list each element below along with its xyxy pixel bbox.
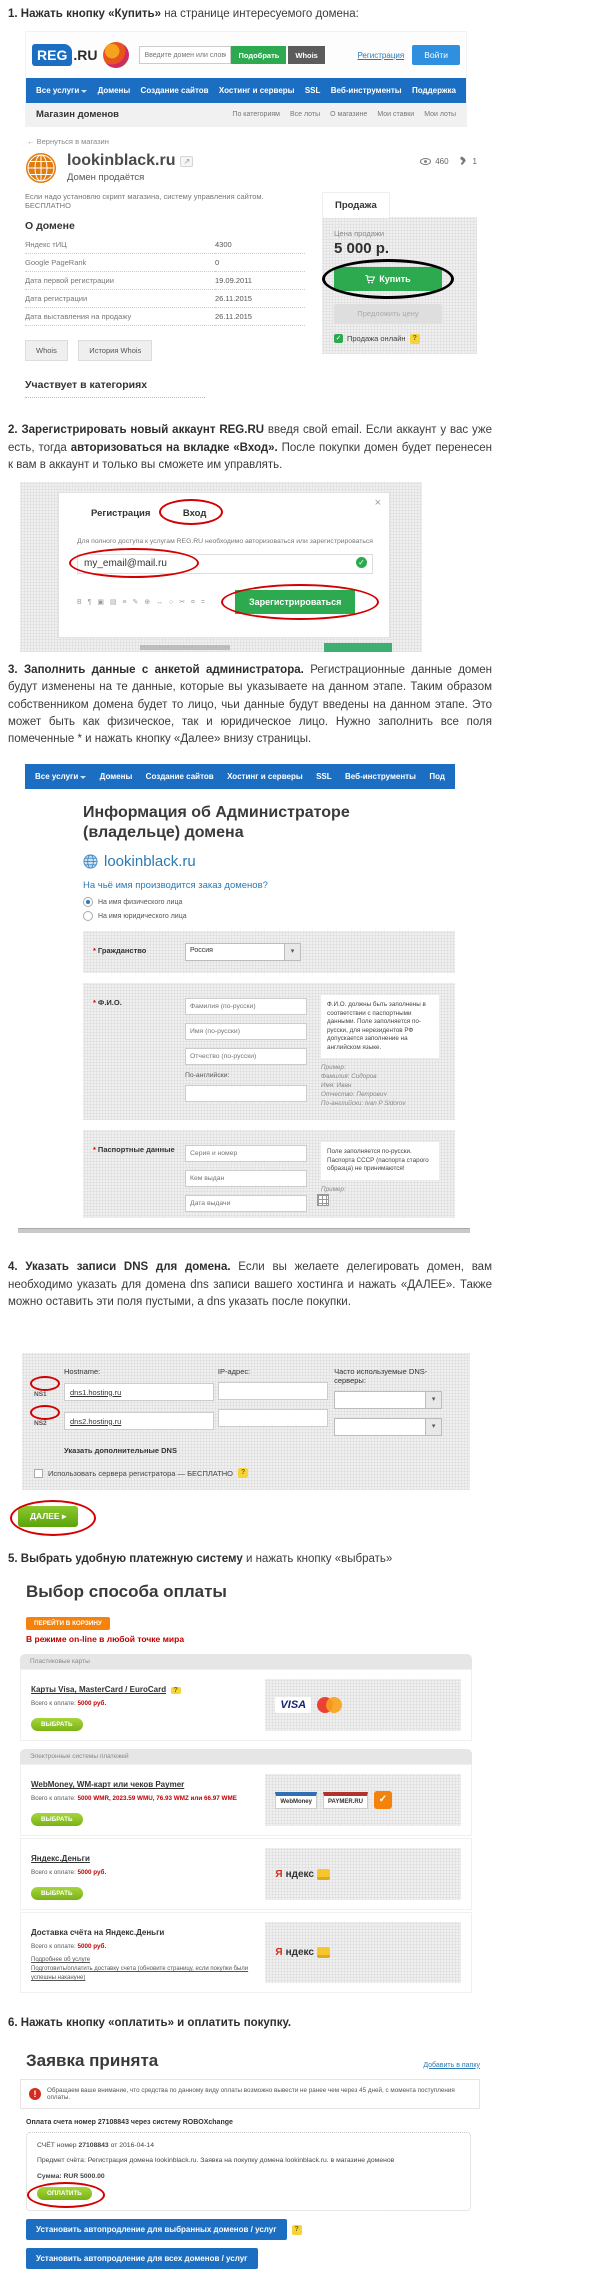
required-mark: * bbox=[93, 946, 96, 956]
add-dns-link[interactable]: Указать дополнительные DNS bbox=[64, 1446, 177, 1456]
step-1-rest: на странице интересуемого домена: bbox=[161, 8, 359, 20]
admin-form-title: Информация об Администраторе (владельце) домена bbox=[83, 804, 350, 842]
caret-down-icon bbox=[81, 90, 87, 93]
yandex-logo: Я ндекс bbox=[275, 1869, 330, 1880]
shop-links bbox=[232, 111, 456, 118]
fio-label: Ф.И.О. bbox=[97, 998, 122, 1008]
shop-link-all-lots[interactable]: Все лоты bbox=[289, 111, 321, 119]
background-button-fragment bbox=[324, 643, 392, 652]
ns2-hostname-input[interactable] bbox=[64, 1412, 214, 1430]
choose-webmoney-button[interactable]: ВЫБРАТЬ bbox=[31, 1813, 83, 1826]
nav-item-ssl[interactable]: SSL bbox=[316, 772, 332, 782]
payment-amount: 5000 руб. bbox=[77, 1943, 107, 1951]
domain-title-block bbox=[67, 152, 193, 183]
citizenship-formbox bbox=[83, 931, 455, 973]
payment-cards-link[interactable]: Карты Visa, MasterCard / EuroCard bbox=[31, 1685, 167, 1695]
domain-page-screenshot bbox=[25, 131, 477, 402]
shop-link-about[interactable]: О магазине bbox=[330, 111, 368, 119]
yandex-wallet-icon bbox=[317, 1947, 330, 1958]
nav-item-site-creation[interactable]: Создание сайтов bbox=[145, 772, 214, 782]
passport-example: Пример: bbox=[321, 1185, 346, 1193]
ns2-ip-input[interactable] bbox=[218, 1409, 328, 1427]
pay-button[interactable]: ОПЛАТИТЬ bbox=[37, 2187, 92, 2200]
common-dns-column-label: Часто используемые DNS-серверы: bbox=[334, 1367, 428, 1386]
payment-option-cards: Карты Visa, MasterCard / EuroCard ? Всего к оплате: 5000 руб. ВЫБРАТЬ VISA bbox=[20, 1669, 472, 1741]
paymer-logo: PAYMER.RU bbox=[323, 1792, 368, 1809]
help-question-icon[interactable]: ? bbox=[171, 1687, 181, 1694]
yandex-wallet-icon bbox=[317, 1869, 330, 1880]
ns1-ip-input[interactable] bbox=[218, 1382, 328, 1400]
sale-price: 5 000 р. bbox=[334, 240, 390, 258]
citizenship-select[interactable] bbox=[185, 943, 301, 961]
nav-item-hosting[interactable]: Хостинг и серверы bbox=[227, 772, 303, 782]
payment-yandex-link[interactable]: Яндекс.Деньги bbox=[31, 1854, 90, 1864]
choose-cards-button[interactable]: ВЫБРАТЬ bbox=[31, 1718, 83, 1731]
shop-subnav bbox=[26, 103, 466, 126]
header-account-area bbox=[357, 45, 460, 65]
auction-hammer-icon bbox=[459, 156, 469, 166]
passport-label: Паспортные данные bbox=[97, 1145, 175, 1155]
nav-item-domains[interactable]: Домены bbox=[97, 86, 131, 96]
passport-series-field[interactable] bbox=[185, 1145, 307, 1162]
payment-bill-delivery-label: Доставка счёта на Яндекс.Деньги bbox=[31, 1928, 165, 1938]
domain-header bbox=[25, 152, 477, 184]
search-submit-button[interactable]: Подобрать bbox=[231, 46, 286, 64]
email-input[interactable] bbox=[77, 554, 373, 574]
views-count: 460 bbox=[435, 156, 449, 166]
regru-logo[interactable] bbox=[32, 44, 97, 66]
shop-link-categories[interactable]: По категориям bbox=[232, 111, 280, 119]
english-label: По-английски: bbox=[185, 1072, 230, 1080]
admin-info-section bbox=[83, 803, 455, 1218]
step-6-text: 6. Нажать кнопку «оплатить» и оплатить покупку. bbox=[8, 2017, 292, 2030]
register-submit-button[interactable]: Зарегистрироваться bbox=[235, 590, 355, 614]
nav-item-ssl[interactable]: SSL bbox=[304, 86, 321, 96]
passport-formbox: * Паспортные данные Серия и номер Кем выдан Дата выдачи Поле заполняется по-русски. Паспорта СССР (паспорта старого образца) не принимаются! Пример: bbox=[83, 1130, 455, 1218]
nav-item-support-cut[interactable]: Под bbox=[429, 772, 445, 782]
step-5-bold: 5. Выбрать удобную платежную систему bbox=[8, 1553, 243, 1566]
firstname-field[interactable] bbox=[185, 1023, 307, 1040]
invoice-amount: RUR 5000.00 bbox=[63, 2172, 105, 2180]
bill-more-info-link[interactable]: Подробнее об услуге bbox=[31, 1957, 91, 1964]
dialog-info-text: Для полного доступа к услугам REG.RU необходимо авторизоваться или зарегистрироваться bbox=[77, 538, 373, 545]
ns1-tag: NS1 bbox=[34, 1391, 47, 1399]
tab-registration[interactable]: Регистрация bbox=[77, 503, 164, 526]
payment-selection bbox=[20, 1582, 472, 1993]
background-fragment bbox=[140, 645, 230, 650]
step-5-text: 5. Выбрать удобную платежную систему и нажать кнопку «выбрать» bbox=[8, 1553, 393, 1566]
payment-group-cards: Пластиковые карты bbox=[20, 1654, 472, 1669]
invoice-box: СЧЁТ номер 27108843 от 2016-04-14 Предмет счёта: Регистрация домена lookinblack.ru. Заявка на покупку домена lookinblack.ru. в магазине доменов Сумма: RUR 5000.00 ОПЛАТИТЬ bbox=[26, 2132, 471, 2212]
surname-field[interactable] bbox=[185, 998, 307, 1015]
choose-yandex-button[interactable]: ВЫБРАТЬ bbox=[31, 1887, 83, 1900]
table-row: Дата первой регистрации 19.09.2011 bbox=[25, 272, 305, 290]
domain-details bbox=[25, 192, 305, 402]
editor-toolbar-icons: B ¶ ▣ ▤ ≡ ✎ ⊕ ↔ ○ ✂ ¤ = bbox=[77, 598, 207, 606]
payment-amount: 5000 руб. bbox=[77, 1869, 107, 1877]
fio-example: Пример: Фамилия: Сидоров Имя: Иван Отчество: Петрович По-английски: Ivan P Sidorov bbox=[321, 1064, 406, 1107]
regru-logo-ru: .RU bbox=[73, 47, 98, 64]
anniversary-badge-icon bbox=[103, 42, 129, 68]
domain-globe-icon bbox=[25, 152, 57, 184]
shop-link-my-lots[interactable]: Мои лоты bbox=[424, 111, 456, 119]
step-1-bold: 1. Нажать кнопку «Купить» bbox=[8, 8, 162, 20]
use-registrar-dns-checkbox[interactable] bbox=[34, 1469, 43, 1478]
payment-webmoney-link[interactable]: WebMoney, WM-карт или чеков Paymer bbox=[31, 1780, 185, 1790]
step-2-bold-1: 2. Зарегистрировать новый аккаунт REG.RU bbox=[8, 424, 265, 437]
passport-issued-field[interactable] bbox=[185, 1170, 307, 1187]
webmoney-logo: WebMoney bbox=[275, 1792, 317, 1809]
passport-help-note: Поле заполняется по-русски. Паспорта СССР (паспорта старого образца) не принимаются! bbox=[321, 1142, 439, 1180]
payment-title: Выбор способа оплаты bbox=[26, 1582, 227, 1602]
shop-title: Магазин доменов bbox=[36, 109, 120, 121]
annotation-ellipse-ns1 bbox=[30, 1376, 60, 1391]
invoice-number: 27108843 bbox=[78, 2141, 109, 2149]
nav-item-web-tools[interactable]: Веб-инструменты bbox=[330, 86, 402, 96]
help-question-icon[interactable]: ? bbox=[410, 334, 420, 344]
table-row: Дата регистрации 26.11.2015 bbox=[25, 290, 305, 308]
verified-badge-icon: ✓ bbox=[374, 1791, 392, 1809]
regru-header-screenshot bbox=[25, 31, 467, 127]
register-link[interactable]: Регистрация bbox=[357, 50, 405, 60]
whois-button[interactable]: Whois bbox=[25, 340, 68, 361]
payment-amount: 5000 руб. bbox=[77, 1700, 107, 1708]
citizenship-value: Россия bbox=[185, 943, 285, 961]
back-arrow-icon: ← bbox=[27, 137, 35, 147]
step-3-text: 3. Заполнить данные с анкетой администратора. Регистрационные данные домен будут изменены на те данные, которые вы указываете на данном этапе. Таким образом собственником домена будет то лицо, чьи данные будут введены на данном этапе. Это может быть как физическое, так и юридическое лицо. Нужно заполнить все поля помеченные * и нажать кнопку «Далее» внизу страницы. bbox=[8, 664, 492, 745]
registration-dialog-screenshot bbox=[20, 482, 422, 652]
online-payment-note: В режиме on-line в любой точке мира bbox=[26, 1634, 185, 1645]
table-row: Дата выставления на продажу 26.11.2015 bbox=[25, 308, 305, 326]
passport-date-field[interactable] bbox=[185, 1195, 307, 1212]
categories-title: Участвует в категориях bbox=[25, 379, 205, 398]
radio-individual-row: На имя физического лица bbox=[83, 897, 455, 907]
robox-payment-line: Оплата счета номер 27108843 через систему ROBOXchange bbox=[26, 2118, 233, 2126]
login-button[interactable]: Войти bbox=[412, 45, 460, 65]
order-name-question: На чьё имя производится заказ доменов? bbox=[83, 880, 268, 892]
globe-blue-icon bbox=[83, 854, 98, 869]
english-name-field[interactable] bbox=[185, 1085, 307, 1102]
autorenew-all-button[interactable]: Установить автопродление для всех доменов / услуг bbox=[26, 2248, 258, 2269]
table-row: Google PageRank 0 bbox=[25, 254, 305, 272]
bill-prepare-link[interactable]: Подготовить/оплатить доставку счета (обновите страницу, если покупки были успешны накануне) bbox=[31, 1966, 249, 1982]
radio-legal-entity[interactable] bbox=[83, 911, 93, 921]
domain-name: lookinblack.ru bbox=[67, 152, 176, 170]
domain-info-table bbox=[25, 236, 305, 326]
nav-item-all-services[interactable]: Все услуги bbox=[36, 86, 87, 95]
table-row: Яндекс тИЦ 4300 bbox=[25, 236, 305, 254]
yandex-logo: Я ндекс bbox=[275, 1947, 330, 1958]
fio-formbox: * Ф.И.О. Фамилия (по-русски) Имя (по-русски) Отчество (по-русски) По-английски: Ф.И.О. должны быть заполнены в соответствии с паспортными данными. Поле заполняется по-русски, для нерезидентов РФ допускается заполнение на английском языке. Пример: Фамилия: Сидоров Имя: Иван Отчество: Петрович По-английски: Ivan P Sidorov bbox=[83, 983, 455, 1120]
step-2-text: 2. Зарегистрировать новый аккаунт REG.RU введя свой email. Если аккаунт у вас уже есть, тогда авторизоваться на вкладке «Вход». После покупки домен будет перенесен к вам в аккаунт и только вы сможете им управлять. bbox=[8, 424, 492, 471]
whois-history-button[interactable]: История Whois bbox=[78, 340, 152, 361]
back-to-shop-link[interactable]: ← Вернуться в магазин bbox=[27, 137, 109, 147]
patronymic-field[interactable] bbox=[185, 1048, 307, 1065]
help-question-icon[interactable]: ? bbox=[292, 2225, 302, 2235]
ns2-common-select[interactable] bbox=[334, 1418, 458, 1436]
payment-option-webmoney: WebMoney, WM-карт или чеков Paymer Всего к оплате: 5000 WMR, 2023.59 WMU, 76.93 WMZ или 66.97 WME ВЫБРАТЬ WebMoney PAYMER.RU ✓ bbox=[20, 1764, 472, 1836]
invoice-section bbox=[20, 2041, 480, 2269]
autorenew-selected-button[interactable]: Установить автопродление для выбранных доменов / услуг bbox=[26, 2219, 287, 2240]
external-link-icon[interactable]: ↗ bbox=[180, 156, 193, 167]
citizenship-label: Гражданство bbox=[97, 946, 147, 956]
regru-logo-reg: REG bbox=[32, 44, 72, 66]
views-eye-icon bbox=[420, 158, 431, 165]
shop-link-my-bids[interactable]: Мои ставки bbox=[377, 111, 415, 119]
step-4-bold: 4. Указать записи DNS для домена. bbox=[8, 1261, 231, 1274]
withdrawal-warning: ! Обращаем ваше внимание, что средства по данному виду оплаты возможно вывести не ранее чем через 45 дней, с момента поступления оплаты. bbox=[20, 2079, 480, 2109]
add-to-folder-link[interactable]: Добавить в папку bbox=[423, 2061, 480, 2069]
ns1-hostname-input[interactable] bbox=[64, 1383, 214, 1401]
caret-down-icon[interactable]: ▾ bbox=[285, 943, 301, 961]
go-to-cart-button[interactable]: ПЕРЕЙТИ В КОРЗИНУ bbox=[26, 1617, 110, 1630]
domain-search-input[interactable] bbox=[139, 46, 231, 64]
step-2-bold-2: авторизоваться на вкладке «Вход». bbox=[70, 441, 278, 454]
domain-stats bbox=[420, 152, 477, 166]
nav-item-hosting[interactable]: Хостинг и серверы bbox=[218, 86, 295, 96]
caret-down-icon[interactable]: ▾ bbox=[426, 1391, 442, 1409]
tab-login[interactable]: Вход bbox=[182, 508, 207, 519]
price-label: Цена продажи bbox=[334, 229, 385, 239]
nav-item-all-services[interactable]: Все услуги bbox=[35, 772, 86, 781]
domain-status: Домен продаётся bbox=[67, 172, 145, 184]
payment-option-yandex: Яндекс.Деньги Всего к оплате: 5000 руб. ВЫБРАТЬ Я ндекс bbox=[20, 1838, 472, 1910]
nav-item-support[interactable]: Поддержка bbox=[411, 86, 456, 96]
regru-header-bar bbox=[26, 32, 466, 78]
caret-down-icon[interactable]: ▾ bbox=[426, 1418, 442, 1436]
main-nav bbox=[26, 78, 466, 103]
caret-down-icon bbox=[80, 776, 86, 779]
fio-help-note: Ф.И.О. должны быть заполнены в соответствии с паспортными данными. Поле заполняется по-русски, для нерезидентов РФ допускается заполнение на английском языке. bbox=[321, 995, 439, 1058]
invoice-title: Заявка принята bbox=[26, 2050, 159, 2070]
payment-option-bill-delivery: Доставка счёта на Яндекс.Деньги Всего к оплате: 5000 руб. Подробнее об услуге Подготовить/оплатить доставку счета (обновите страницу, если покупки были успешны накануне) Я ндекс bbox=[20, 1912, 472, 1993]
cart-icon bbox=[365, 275, 375, 284]
step-3-bold: 3. Заполнить данные с анкетой администратора. bbox=[8, 664, 304, 676]
ns1-common-select[interactable] bbox=[334, 1391, 458, 1409]
order-domain-name: lookinblack.ru bbox=[104, 853, 196, 871]
invoice-subject: Предмет счёта: Регистрация домена lookinblack.ru. Заявка на покупку домена lookinblack.ru. в магазине доменов bbox=[37, 2157, 395, 2165]
offer-price-button[interactable]: Предложить цену bbox=[334, 304, 442, 324]
use-registrar-dns-label: Использовать сервера регистратора — БЕСПЛАТНО bbox=[48, 1468, 234, 1478]
ns2-tag: NS2 bbox=[34, 1420, 47, 1428]
ip-column-label: IP-адрес: bbox=[217, 1367, 251, 1377]
close-icon[interactable]: × bbox=[374, 497, 381, 509]
main-nav-second bbox=[25, 764, 455, 789]
sale-box bbox=[322, 192, 477, 402]
help-question-icon[interactable]: ? bbox=[238, 1468, 248, 1478]
calendar-icon[interactable] bbox=[317, 1194, 329, 1206]
registration-dialog bbox=[58, 492, 390, 638]
step-1-text bbox=[8, 6, 492, 23]
annotation-ellipse-ns2 bbox=[30, 1405, 60, 1420]
hostname-column-label: Hostname: bbox=[64, 1367, 101, 1377]
step-4-text: 4. Указать записи DNS для домена. Если вы желаете делегировать домен, вам необходимо указать для домена dns записи вашего хостинга и нажать «ДАЛЕЕ». Также можно оставить эти поля пустыми, а dns указать после покупки. bbox=[8, 1261, 492, 1308]
whois-lookup-button[interactable]: Whois bbox=[288, 46, 325, 64]
mastercard-logo-icon bbox=[317, 1697, 343, 1713]
nav-item-site-creation[interactable]: Создание сайтов bbox=[140, 86, 209, 96]
nav-item-web-tools[interactable]: Веб-инструменты bbox=[345, 772, 416, 782]
bids-count: 1 bbox=[472, 156, 477, 166]
dns-settings-box bbox=[22, 1353, 470, 1490]
nav-item-domains[interactable]: Домены bbox=[99, 772, 133, 782]
seller-promo-text: Если надо установлю скрипт магазина, систему управления сайтом. БЕСПЛАТНО bbox=[25, 192, 264, 211]
online-sale-label: Продажа онлайн bbox=[347, 334, 406, 344]
next-button[interactable]: ДАЛЕЕ ▸ bbox=[18, 1506, 78, 1527]
domain-search-box bbox=[139, 46, 324, 64]
about-domain-title: О домене bbox=[25, 220, 75, 233]
radio-legal-row: На имя юридического лица bbox=[83, 911, 455, 921]
payment-group-emoney: Электронные системы платежей bbox=[20, 1749, 472, 1764]
email-valid-check-icon: ✓ bbox=[356, 557, 367, 568]
sale-tab[interactable]: Продажа bbox=[322, 192, 390, 218]
visa-logo: VISA bbox=[275, 1697, 311, 1713]
buy-button[interactable]: Купить bbox=[334, 267, 442, 291]
warning-icon: ! bbox=[29, 2088, 41, 2100]
next-arrow-icon: ▸ bbox=[61, 1511, 67, 1522]
radio-individual[interactable] bbox=[83, 897, 93, 907]
check-icon: ✓ bbox=[335, 335, 342, 343]
payment-amount: 5000 WMR, 2023.59 WMU, 76.93 WMZ или 66.97 WME bbox=[77, 1795, 237, 1803]
horizontal-scrollbar[interactable] bbox=[18, 1228, 470, 1233]
